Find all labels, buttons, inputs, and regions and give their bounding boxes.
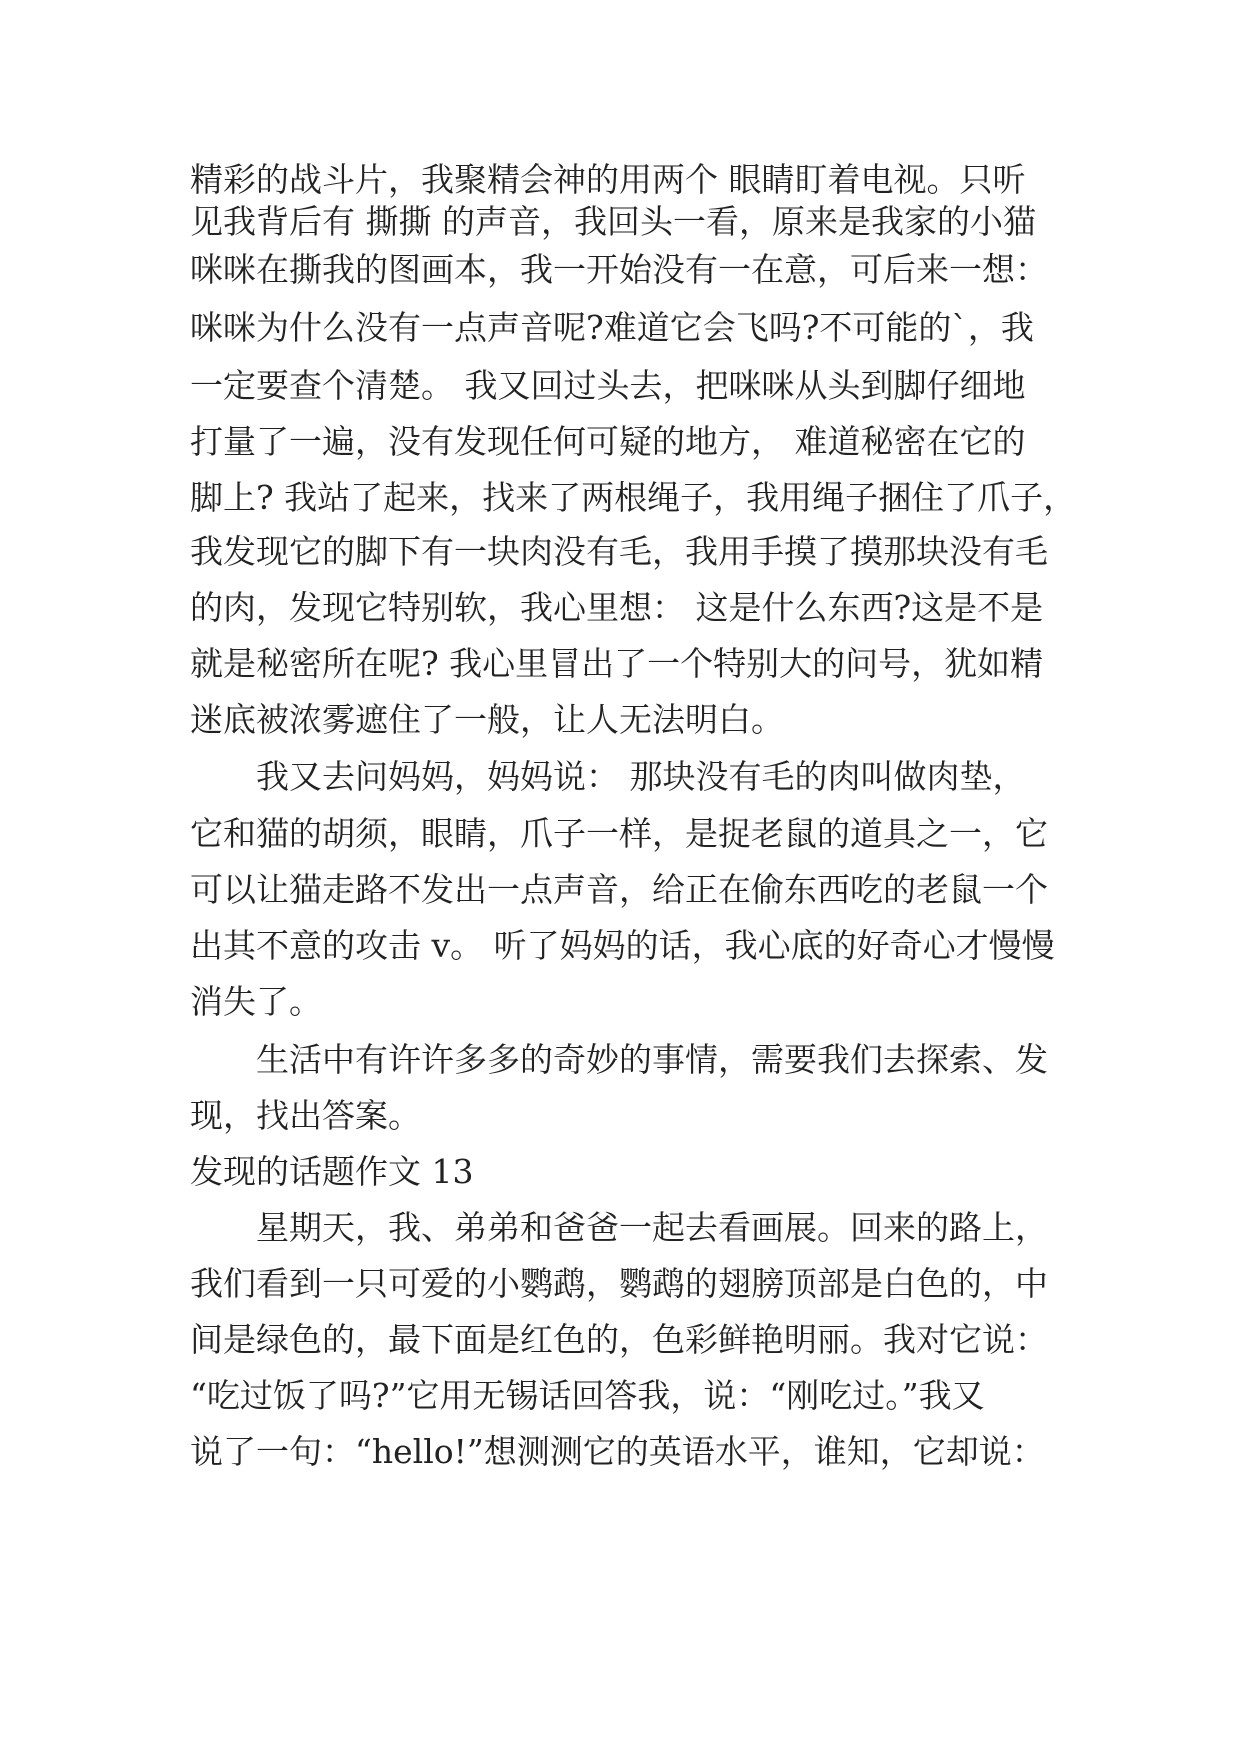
text-line: 说了一句：“hello!”想测测它的英语水平，谁知，它却说： bbox=[190, 1432, 1045, 1471]
text-line: 我发现它的脚下有一块肉没有毛，我用手摸了摸那块没有毛 bbox=[190, 532, 1048, 571]
text-line: 它和猫的胡须，眼睛，爪子一样，是捉老鼠的道具之一，它 bbox=[190, 814, 1048, 853]
section-heading: 发现的话题作文 13 bbox=[190, 1152, 474, 1191]
text-line: 打量了一遍，没有发现任何可疑的地方， 难道秘密在它的 bbox=[190, 422, 1026, 461]
text-line: 咪咪在撕我的图画本，我一开始没有一在意，可后来一想： bbox=[190, 250, 1048, 289]
text-line: 间是绿色的，最下面是红色的，色彩鲜艳明丽。我对它说： bbox=[190, 1320, 1048, 1359]
text-line: 见我背后有 撕撕 的声音，我回头一看，原来是我家的小猫 bbox=[190, 202, 1036, 241]
text-line: 一定要查个清楚。 我又回过头去，把咪咪从头到脚仔细地 bbox=[190, 366, 1026, 405]
text-line: 现，找出答案。 bbox=[190, 1096, 421, 1135]
text-line: 迷底被浓雾遮住了一般，让人无法明白。 bbox=[190, 700, 784, 739]
text-line: 的肉，发现它特别软，我心里想： 这是什么东西?这是不是 bbox=[190, 588, 1044, 627]
text-line: 咪咪为什么没有一点声音呢?难道它会飞吗?不可能的`，我 bbox=[190, 308, 1034, 347]
text-line: 精彩的战斗片，我聚精会神的用两个 眼睛盯着电视。只听 bbox=[190, 160, 1026, 199]
text-line: 消失了。 bbox=[190, 982, 322, 1021]
text-line: 星期天，我、弟弟和爸爸一起去看画展。回来的路上， bbox=[256, 1208, 1048, 1247]
text-line: “吃过饭了吗?”它用无锡话回答我，说：“刚吃过。”我又 bbox=[190, 1376, 985, 1415]
text-line: 我又去问妈妈，妈妈说： 那块没有毛的肉叫做肉垫， bbox=[256, 757, 1026, 796]
text-line: 可以让猫走路不发出一点声音，给正在偷东西吃的老鼠一个 bbox=[190, 870, 1048, 909]
text-line: 我们看到一只可爱的小鹦鹉，鹦鹉的翅膀顶部是白色的，中 bbox=[190, 1264, 1048, 1303]
text-line: 脚上? 我站了起来，找来了两根绳子，我用绳子捆住了爪子， bbox=[190, 478, 1077, 517]
text-line: 出其不意的攻击 v。 听了妈妈的话，我心底的好奇心才慢慢 bbox=[190, 926, 1055, 965]
text-line: 生活中有许许多多的奇妙的事情，需要我们去探索、发 bbox=[256, 1040, 1048, 1079]
text-line: 就是秘密所在呢? 我心里冒出了一个特别大的问号，犹如精 bbox=[190, 644, 1044, 683]
